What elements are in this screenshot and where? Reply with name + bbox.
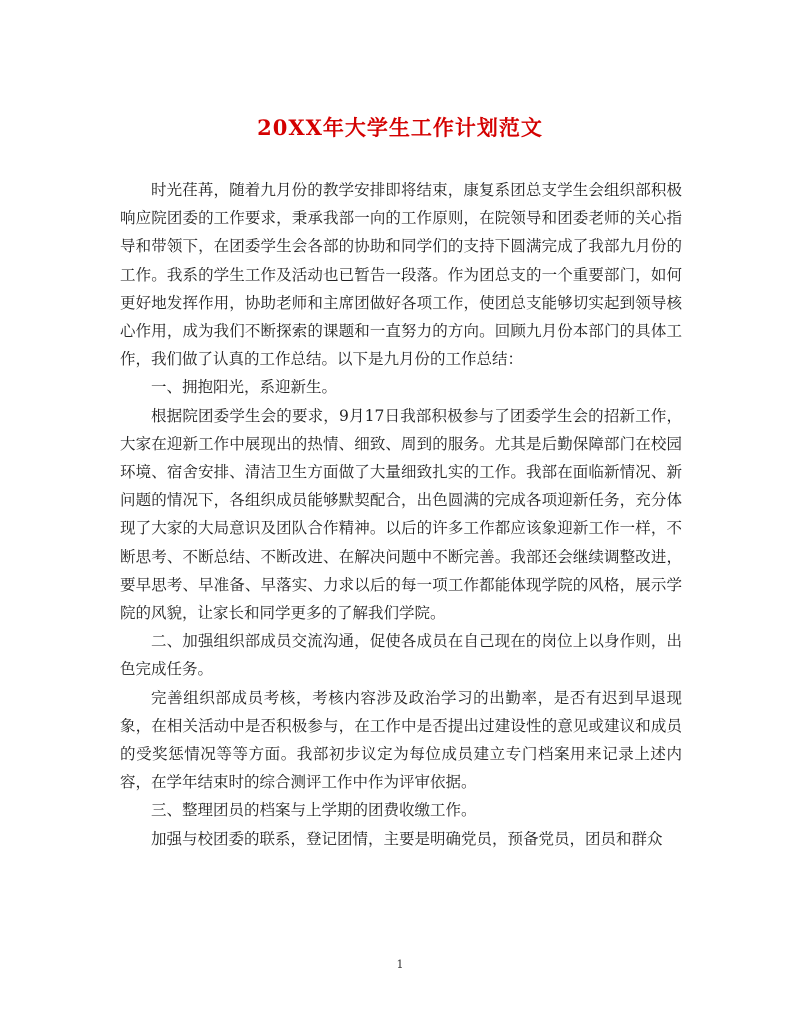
document-body <box>120 176 682 853</box>
paragraph-section-1: 根据院团委学生会的要求，9月17日我部积极参与了团委学生会的招新工作，大家在迎新工作中展现出的热情、细致、周到的服务。尤其是后勤保障部门在校园环境、宿舍安排、清洁卫生方面做了大量细致扎实的工作。我部在面临新情况、新问题的情况下，各组织成员能够默契配合，出色圆满的完成各项迎新任务，充分体现了大家的大局意识及团队合作精神。以后的许多工作都应该象迎新工作一样，不断思考、不断总结、不断改进、在解决问题中不断完善。我部还会继续调整改进，要早思考、早准备、早落实、力求以后的每一项工作都能体现学院的风格，展示学院的风貌，让家长和同学更多的了解我们学院。 <box>120 406 682 623</box>
section-heading-3: 三、整理团员的档案与上学期的团费收缴工作。 <box>151 801 477 820</box>
document-title: 20XX年大学生工作计划范文 <box>257 115 543 140</box>
section-heading-1: 一、拥抱阳光，系迎新生。 <box>151 378 338 397</box>
paragraph-intro: 时光荏苒，随着九月份的教学安排即将结束，康复系团总支学生会组织部积极响应院团委的工作要求，秉承我部一向的工作原则，在院领导和团委老师的关心指导和带领下，在团委学生会各部的协助和同学们的支持下圆满完成了我部九月份的工作。我系的学生工作及活动也已暂告一段落。作为团总支的一个重要部门，如何更好地发挥作用，协助老师和主席团做好各项工作，使团总支能够切实起到领导核心作用，成为我们不断探索的课题和一直努力的方向。回顾九月份本部门的具体工作，我们做了认真的工作总结。以下是九月份的工作总结： <box>120 181 682 369</box>
paragraph-section-2: 完善组织部成员考核，考核内容涉及政治学习的出勤率，是否有迟到早退现象，在相关活动中是否积极参与，在工作中是否提出过建设性的意见或建议和成员的受奖惩情况等等方面。我部初步议定为每位成员建立专门档案用来记录上述内容，在学年结束时的综合测评工作中作为评审依据。 <box>120 688 682 792</box>
section-heading-2: 二、加强组织部成员交流沟通，促使各成员在自己现在的岗位上以身作则，出色完成任务。 <box>120 632 682 679</box>
page-number: 1 <box>396 958 404 971</box>
paragraph-section-3: 加强与校团委的联系，登记团情，主要是明确党员，预备党员，团员和群众 <box>151 829 663 848</box>
